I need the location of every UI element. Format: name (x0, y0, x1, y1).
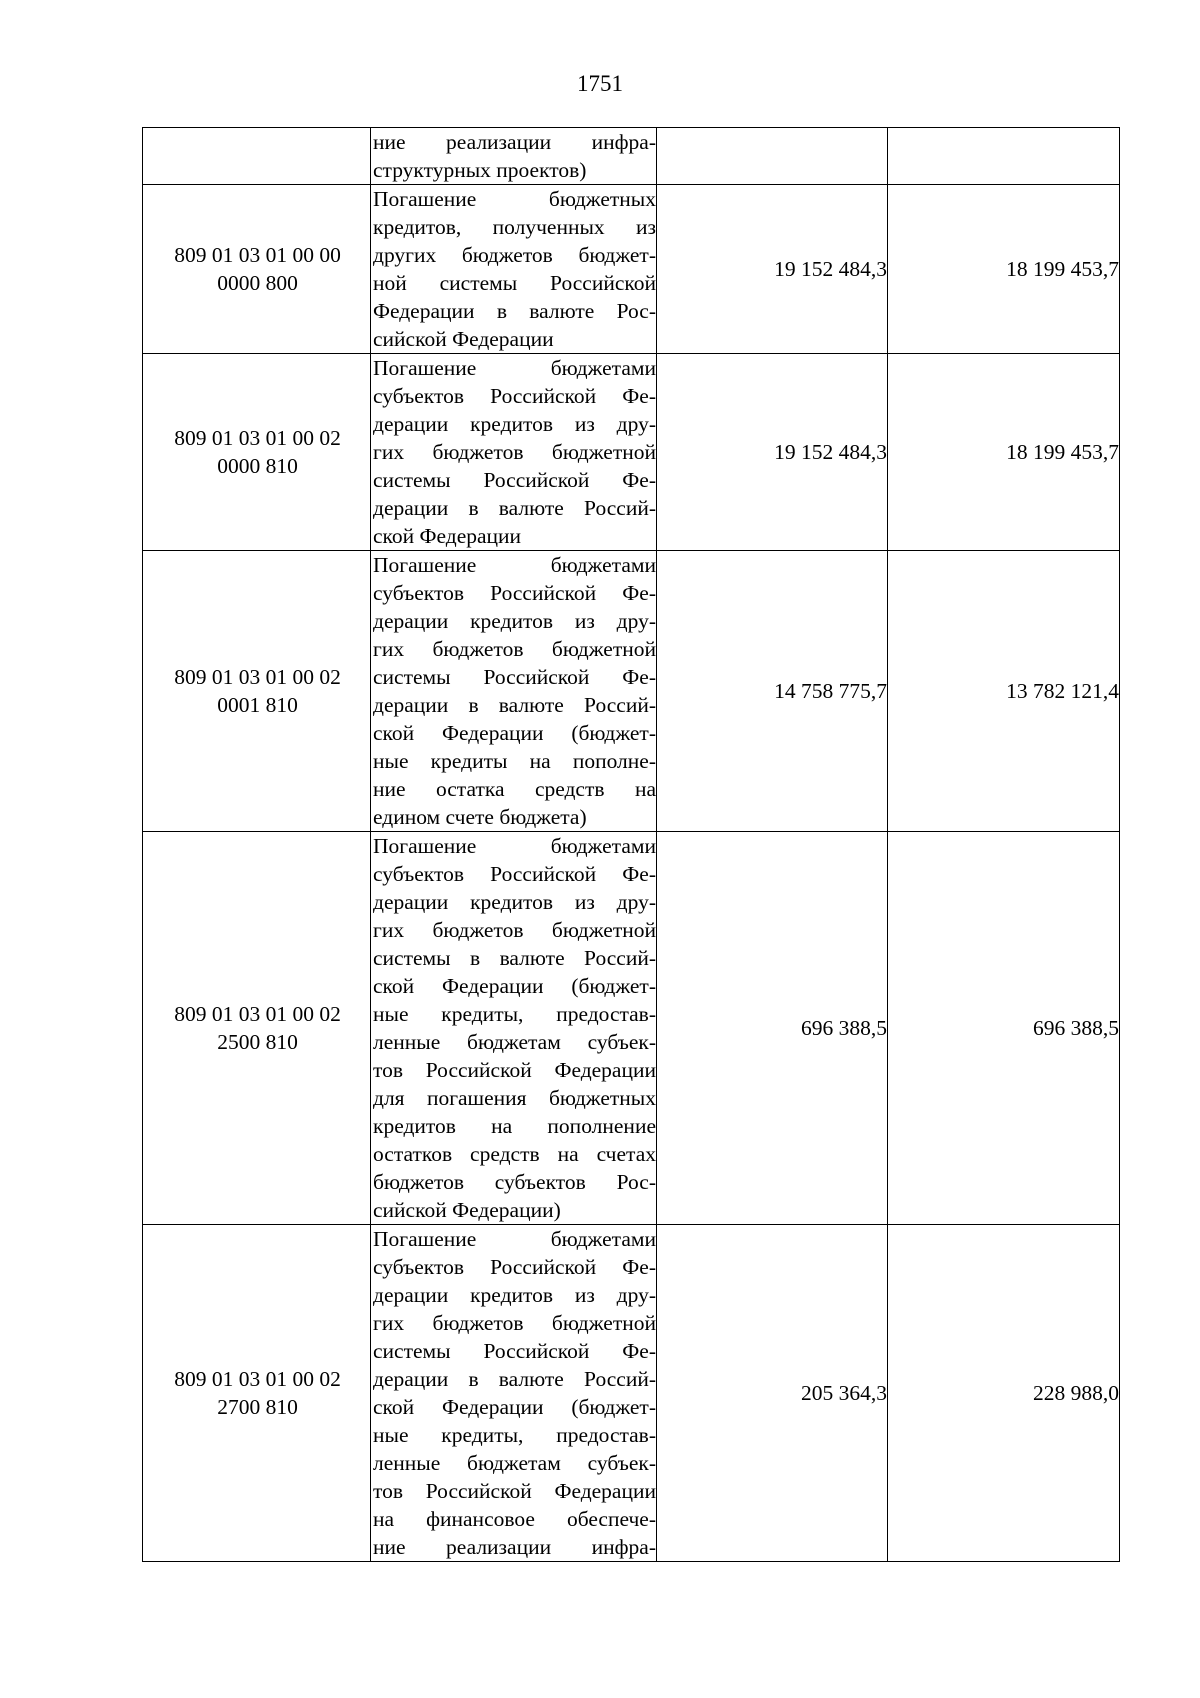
budget-code-line: 0000 800 (217, 271, 298, 295)
table-row (143, 832, 1120, 1225)
item-name-line: ской Федерации (бюджет- (373, 974, 656, 998)
budget-code-line: 809 01 03 01 00 02 (174, 426, 341, 450)
value-cell-2 (888, 128, 1120, 185)
item-name-line: Погашение бюджетных (373, 187, 656, 211)
item-name-line: Федерации в валюте Рос- (373, 299, 656, 323)
item-name-line: тов Российской Федерации (373, 1479, 656, 1503)
budget-code-cell (143, 551, 371, 832)
value-cell-1: 205 364,3 (657, 1225, 888, 1562)
budget-code-line: 809 01 03 01 00 00 (174, 243, 341, 267)
item-name-cell (371, 551, 657, 832)
budget-code-line: 2700 810 (217, 1395, 298, 1419)
table-row (143, 185, 1120, 354)
budget-code-cell (143, 185, 371, 354)
item-name-line: кредитов на пополнение (373, 1114, 656, 1138)
value-cell-1 (657, 128, 888, 185)
budget-code-line: 0000 810 (217, 454, 298, 478)
item-name-cell (371, 185, 657, 354)
table-row (143, 551, 1120, 832)
item-name-line: ные кредиты, предостав- (373, 1002, 656, 1026)
item-name-line: сийской Федерации (373, 327, 554, 351)
budget-code-cell (143, 354, 371, 551)
item-name-line: гих бюджетов бюджетной (373, 637, 656, 661)
item-name-line: ской Федерации (373, 524, 522, 548)
item-name-line: структурных проектов) (373, 158, 587, 182)
value-cell-2: 18 199 453,7 (888, 185, 1120, 354)
budget-code-line: 809 01 03 01 00 02 (174, 1367, 341, 1391)
value-cell-2: 228 988,0 (888, 1225, 1120, 1562)
item-name-line: Погашение бюджетами (373, 356, 656, 380)
item-name-line: ные кредиты, предостав- (373, 1423, 656, 1447)
budget-code-line: 809 01 03 01 00 02 (174, 1002, 341, 1026)
item-name-line: ленные бюджетам субъек- (373, 1451, 656, 1475)
budget-code-cell (143, 1225, 371, 1562)
item-name-line: Погашение бюджетами (373, 834, 656, 858)
item-name-line: дерации кредитов из дру- (373, 890, 656, 914)
item-name-cell (371, 354, 657, 551)
item-name-line: ленные бюджетам субъек- (373, 1030, 656, 1054)
item-name-line: дерации кредитов из дру- (373, 412, 656, 436)
item-name-line: субъектов Российской Фе- (373, 862, 656, 886)
value-cell-2: 13 782 121,4 (888, 551, 1120, 832)
item-name-line: гих бюджетов бюджетной (373, 1311, 656, 1335)
item-name-line: системы в валюте Россий- (373, 946, 656, 970)
item-name-line: гих бюджетов бюджетной (373, 440, 656, 464)
item-name-line: гих бюджетов бюджетной (373, 918, 656, 942)
item-name-line: ные кредиты на пополне- (373, 749, 656, 773)
budget-code-line: 2500 810 (217, 1030, 298, 1054)
item-name-line: других бюджетов бюджет- (373, 243, 656, 267)
item-name-line: субъектов Российской Фе- (373, 384, 656, 408)
item-name-cell (371, 832, 657, 1225)
item-name-line: дерации в валюте Россий- (373, 496, 656, 520)
item-name-line: тов Российской Федерации (373, 1058, 656, 1082)
item-name-line: дерации в валюте Россий- (373, 1367, 656, 1391)
table-row (143, 128, 1120, 185)
item-name-line: сийской Федерации) (373, 1198, 561, 1222)
value-cell-1: 19 152 484,3 (657, 354, 888, 551)
item-name-line: кредитов, полученных из (373, 215, 656, 239)
value-cell-1: 14 758 775,7 (657, 551, 888, 832)
item-name-line: ной системы Российской (373, 271, 656, 295)
budget-code-cell (143, 832, 371, 1225)
item-name-line: дерации кредитов из дру- (373, 1283, 656, 1307)
budget-code-cell (143, 128, 371, 185)
item-name-line: ние реализации инфра- (373, 1535, 656, 1559)
item-name-line: дерации в валюте Россий- (373, 693, 656, 717)
value-cell-2: 18 199 453,7 (888, 354, 1120, 551)
item-name-cell (371, 128, 657, 185)
item-name-line: системы Российской Фе- (373, 468, 656, 492)
item-name-line: системы Российской Фе- (373, 1339, 656, 1363)
table-row (143, 1225, 1120, 1562)
item-name-line: едином счете бюджета) (373, 805, 587, 829)
item-name-line: ние реализации инфра- (373, 130, 656, 154)
item-name-line: для погашения бюджетных (373, 1086, 656, 1110)
item-name-line: системы Российской Фе- (373, 665, 656, 689)
budget-table (142, 127, 1120, 1562)
item-name-line: Погашение бюджетами (373, 553, 656, 577)
value-cell-1: 19 152 484,3 (657, 185, 888, 354)
item-name-line: субъектов Российской Фе- (373, 581, 656, 605)
value-cell-2: 696 388,5 (888, 832, 1120, 1225)
item-name-cell (371, 1225, 657, 1562)
table-row (143, 354, 1120, 551)
item-name-line: субъектов Российской Фе- (373, 1255, 656, 1279)
item-name-line: на финансовое обеспече- (373, 1507, 656, 1531)
item-name-line: ской Федерации (бюджет- (373, 1395, 656, 1419)
budget-code-line: 809 01 03 01 00 02 (174, 665, 341, 689)
item-name-line: дерации кредитов из дру- (373, 609, 656, 633)
item-name-line: остатков средств на счетах (373, 1142, 656, 1166)
page-number: 1751 (577, 71, 623, 96)
item-name-line: ской Федерации (бюджет- (373, 721, 656, 745)
budget-code-line: 0001 810 (217, 693, 298, 717)
item-name-line: бюджетов субъектов Рос- (373, 1170, 656, 1194)
budget-table-body (143, 128, 1120, 1562)
item-name-line: ние остатка средств на (373, 777, 656, 801)
item-name-line: Погашение бюджетами (373, 1227, 656, 1251)
value-cell-1: 696 388,5 (657, 832, 888, 1225)
